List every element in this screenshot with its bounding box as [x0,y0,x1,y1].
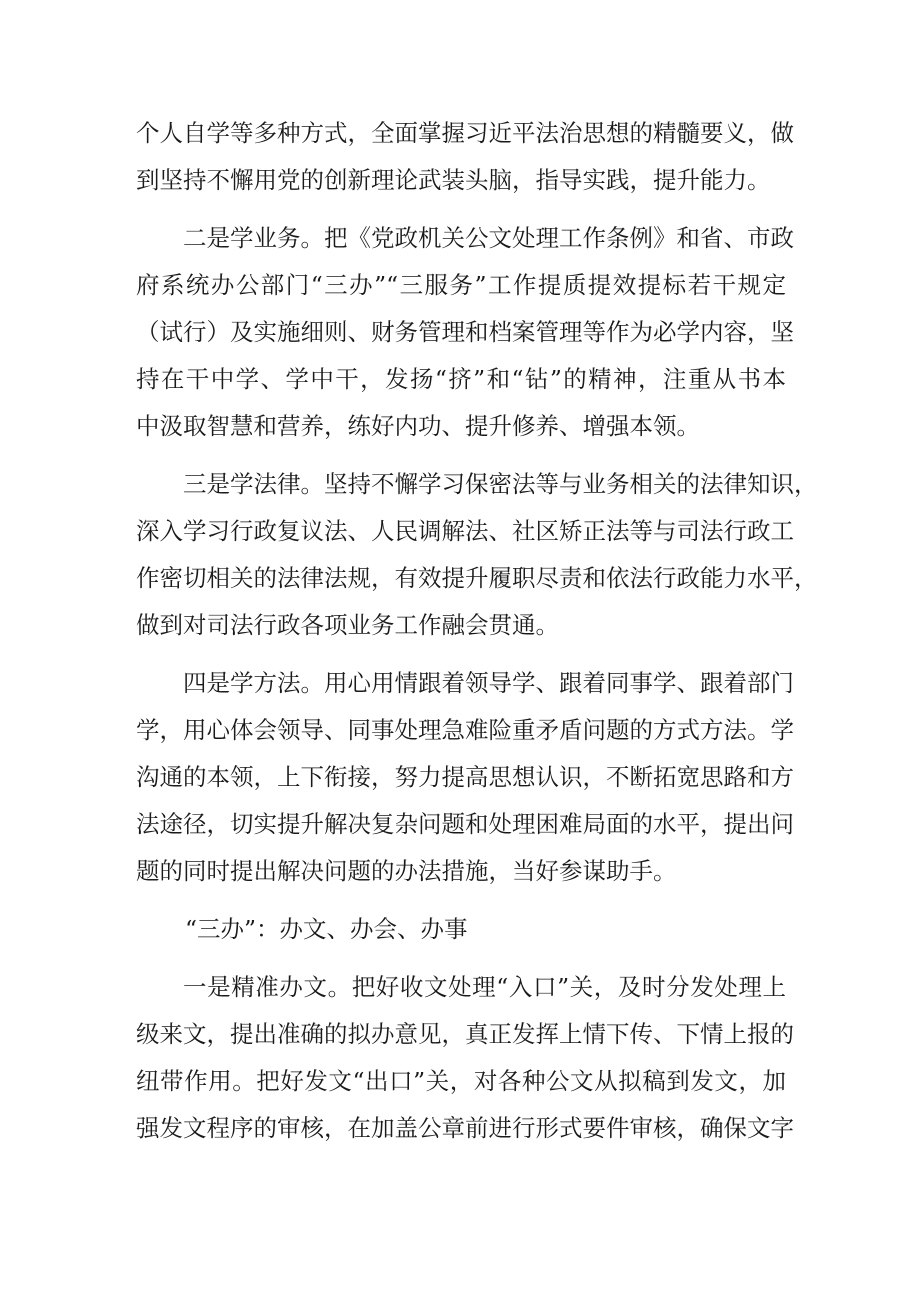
text-line: 持在干中学、学中干，发扬“挤”和“钻”的精神，注重从书本 [136,365,786,393]
paragraph-first-line: 一是精准办文。把好收文处理“入口”关，及时分发处理上 [183,973,786,1001]
text-line: 级来文，提出准确的拟办意见，真正发挥上情下传、下情上报的 [136,1020,794,1048]
paragraph-first-line: 四是学方法。用心用情跟着领导学、跟着同事学、跟着部门 [183,669,794,697]
text-line: 个人自学等多种方式，全面掌握习近平法治思想的精髓要义，做 [136,119,794,147]
text-line: 沟通的本领，上下衔接，努力提高思想认识，不断拓宽思路和方 [136,763,794,791]
text-line: 做到对司法行政各项业务工作融会贯通。 [136,611,559,639]
text-line: 题的同时提出解决问题的办法措施，当好参谋助手。 [136,857,677,885]
text-line: 强发文程序的审核，在加盖公章前进行形式要件审核，确保文字 [136,1114,794,1142]
text-line: 中汲取智慧和营养，练好内功、提升修养、增强本领。 [136,412,700,440]
section-heading: “三办”：办文、办会、办事 [185,915,468,943]
text-line: 纽带作用。把好发文“出口”关，对各种公文从拟稿到发文，加 [136,1067,786,1095]
paragraph-first-line: 三是学法律。坚持不懈学习保密法等与业务相关的法律知识， [183,470,818,498]
text-line: 深入学习行政复议法、人民调解法、社区矫正法等与司法行政工 [136,517,794,545]
text-line: 到坚持不懈用党的创新理论武装头脑，指导实践，提升能力。 [136,166,771,194]
paragraph-first-line: 二是学业务。把《党政机关公文处理工作条例》和省、市政 [183,224,794,252]
text-line: （试行）及实施细则、财务管理和档案管理等作为必学内容，坚 [136,318,794,346]
text-line: 学，用心体会领导、同事处理急难险重矛盾问题的方式方法。学 [136,716,794,744]
text-line: 作密切相关的法律法规，有效提升履职尽责和依法行政能力水平， [136,564,818,592]
text-line: 府系统办公部门“三办”“三服务”工作提质提效提标若干规定 [136,271,786,299]
text-line: 法途径，切实提升解决复杂问题和处理困难局面的水平，提出问 [136,810,794,838]
